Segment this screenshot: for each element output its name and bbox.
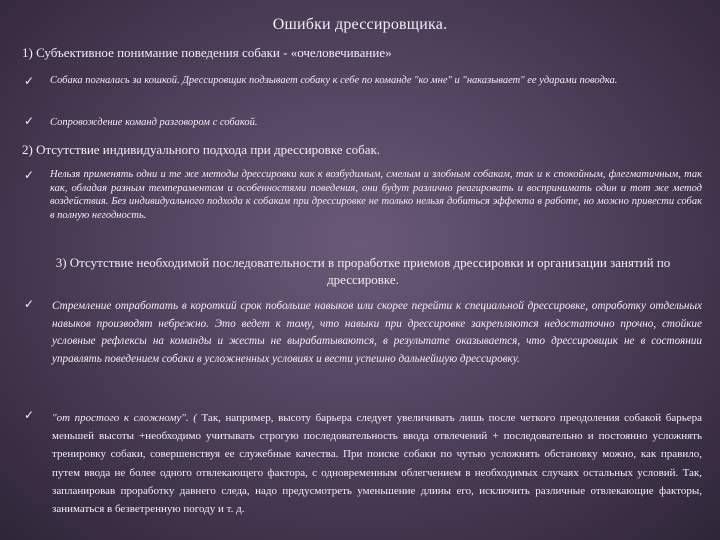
section-1-item-2: Сопровождение команд разговором с собакой. bbox=[50, 117, 258, 128]
checkmark-icon: ✓ bbox=[24, 168, 35, 182]
checkmark-icon: ✓ bbox=[24, 408, 35, 422]
section-3-item-2 bbox=[52, 409, 702, 518]
section-3-item-2-lead: "от простого к сложному". ( bbox=[52, 412, 197, 424]
section-3-item-2-body: Так, например, высоту барьера следует увеличивать лишь после четкого преодоления собакой барьера меньшей высоты +необходимо учитывать строгую последовательность ввода отвлечений + последовательно и постоянно усложнять тренировку собаки, совершенствуя ее служебные качества. При поиске собаки по чутью усложнять обстановку можно, как правило, путем ввода не более одного отвлекающего фактора, с одновременным облегчением в необходимых случаях остальных условий. Так, запланировав проработку давнего следа, надо предусмотреть уменьшение длины его, исключить различные отвлекающие факторы, заниматься в безветренную погоду и т. д. bbox=[52, 412, 702, 516]
section-1-heading: 1) Субъективное понимание поведения собаки - «очеловечивание» bbox=[22, 45, 392, 60]
section-3-item-1: Стремление отработать в короткий срок побольше навыков или скорее перейти к специальной дрессировке, отработку отдельных навыков производят небрежно. Это ведет к тому, что навыки при дрессировке закрепляются недостаточно прочно, стойкие условные рефлексы на команды и жесты не вырабатываются, в результате оказывается, что дрессировщик не в состоянии управлять поведением собаки в усложненных условиях и вести успешно дальнейшую дрессировку. bbox=[52, 300, 702, 366]
checkmark-icon: ✓ bbox=[24, 114, 35, 128]
checkmark-icon: ✓ bbox=[24, 74, 35, 88]
checkmark-icon: ✓ bbox=[24, 297, 35, 311]
section-1-item-1: Собака погналась за кошкой. Дрессировщик подзывает собаку к себе по команде "ко мне" и "наказывает" ее ударами поводка. bbox=[50, 75, 618, 86]
section-2-heading: 2) Отсутствие индивидуального подхода при дрессировке собак. bbox=[22, 142, 381, 157]
slide-title: Ошибки дрессировщика. bbox=[272, 16, 448, 33]
section-2-item-1: Нельзя применять одни и те же методы дрессировки как к возбудимым, смелым и злобным собакам, так и к спокойным, флегматичным, так как, обладая разным темпераментом и особенностями поведения, они будут различно реагировать и воспринимать один и тот же метод воздействия. Без индивидуального подхода к собакам при дрессировке не только нельзя добиться эффекта в работе, но можно привести собак в полную негодность. bbox=[50, 169, 702, 221]
section-3-heading: 3) Отсутствие необходимой последовательности в проработке приемов дрессировки и организации занятий по дрессировке. bbox=[55, 255, 671, 287]
